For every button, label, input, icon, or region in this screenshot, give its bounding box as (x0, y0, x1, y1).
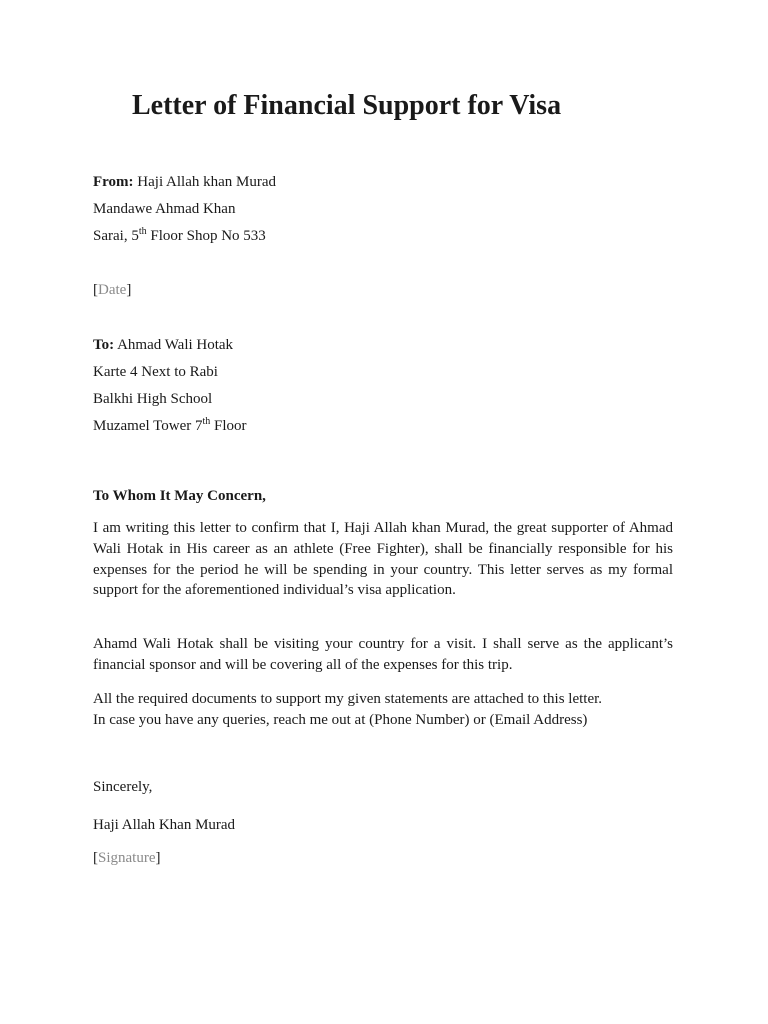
to-label: To: (93, 337, 115, 353)
to-name: Ahmad Wali Hotak (117, 337, 234, 353)
body-paragraph-3-text: All the required documents to support my given statements are attached to this letter. In case you have any queries, reach me out at (Phone Number) or (Email Address) (93, 691, 603, 728)
to-address-line-3: Balkhi High School (93, 391, 213, 407)
to-address-line-4-post: Floor (210, 418, 247, 434)
date-placeholder (93, 280, 131, 300)
signer-name: Haji Allah Khan Murad (93, 817, 236, 833)
signature-close-bracket: ] (155, 850, 161, 866)
to-address-line-4 (93, 416, 247, 436)
letter-title: Letter of Financial Support for Visa (132, 90, 562, 121)
salutation: To Whom It May Concern, (93, 488, 266, 504)
from-address-line-3 (93, 226, 266, 246)
body-paragraph-1: I am writing this letter to confirm that I, Haji Allah khan Murad, the great supporter of Ahmad Wali Hotak in His career as an athlete (Free Fighter), shall be financially responsible for his expenses for the period he will be spending in your country. This letter serves as my formal support for the aforementioned individual’s visa application. (93, 520, 673, 599)
signature-text: Signature (98, 850, 156, 866)
date-open-bracket: [ (93, 282, 98, 298)
to-line (93, 335, 233, 355)
to-address-line-2: Karte 4 Next to Rabi (93, 364, 218, 380)
signature-open-bracket: [ (93, 850, 98, 866)
to-address-line-4-pre: Muzamel Tower 7 (93, 418, 203, 434)
from-label: From: (93, 174, 134, 190)
from-name: Haji Allah khan Murad (137, 174, 277, 190)
to-address-line-4-sup: th (202, 416, 211, 427)
closing: Sincerely, (93, 779, 153, 795)
from-address-line-3-post: Floor Shop No 533 (146, 228, 266, 244)
date-text: Date (98, 282, 127, 298)
body-paragraph-2: Ahamd Wali Hotak shall be visiting your country for a visit. I shall serve as the applicant’s financial sponsor and will be covering all of the expenses for this trip. (93, 636, 673, 673)
from-address-line-2: Mandawe Ahmad Khan (93, 201, 236, 217)
date-close-bracket: ] (126, 282, 132, 298)
signature-placeholder (93, 848, 161, 868)
body-paragraph-3 (93, 689, 673, 731)
from-line (93, 172, 276, 192)
from-address-line-3-pre: Sarai, 5 (93, 228, 139, 244)
from-address-line-3-sup: th (138, 226, 147, 237)
